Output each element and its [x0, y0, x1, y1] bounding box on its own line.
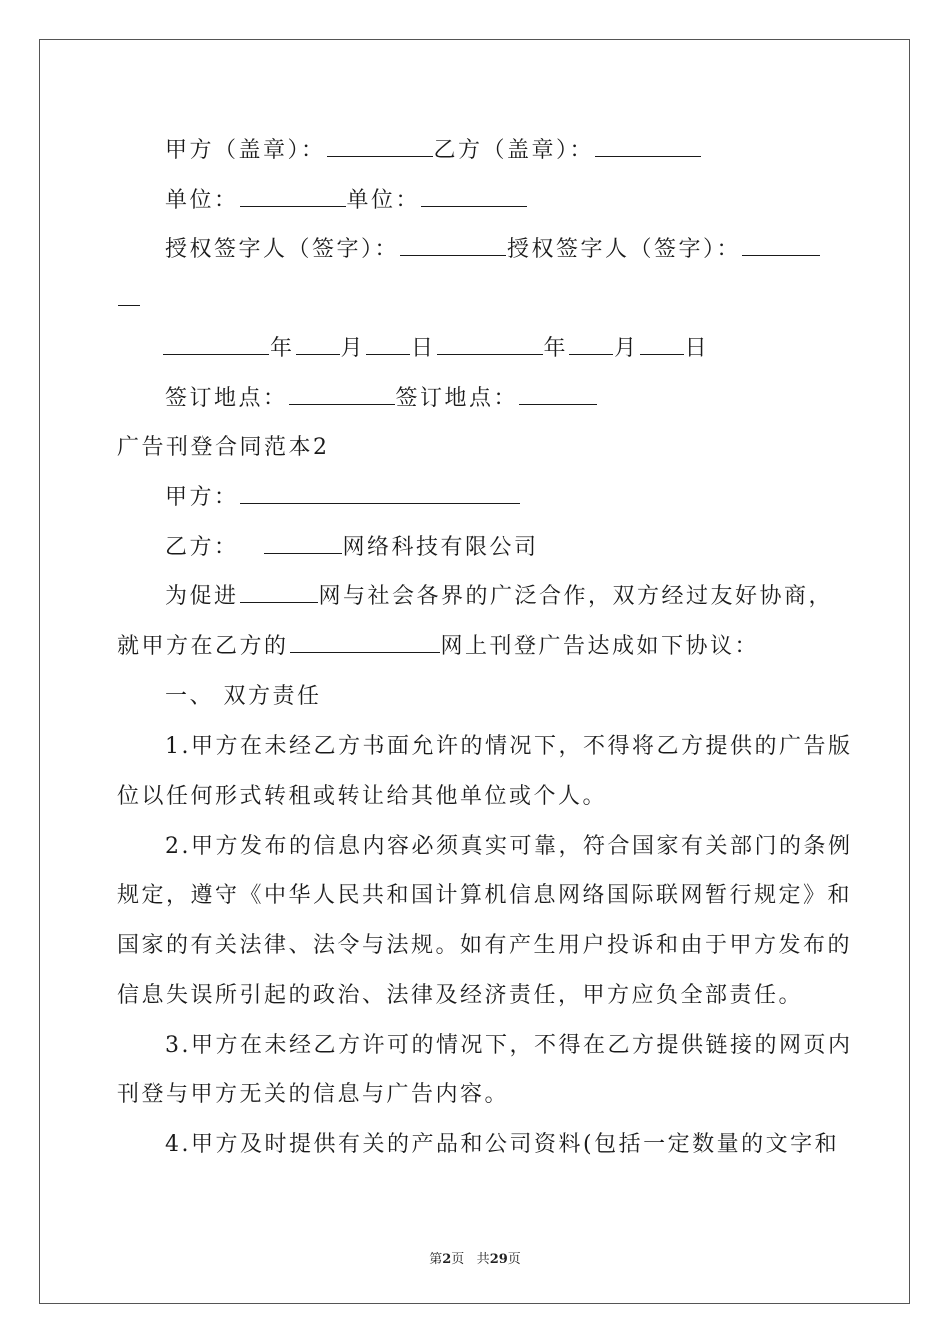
- para-4-line-1: 4.甲方及时提供有关的产品和公司资料(包括一定数量的文字和: [165, 1132, 840, 1157]
- seal-line: [165, 136, 702, 166]
- day-a-blank: [366, 334, 410, 355]
- place-b-label: 签订地点：: [395, 386, 519, 411]
- contract-title: 广告刊登合同范本2: [117, 435, 330, 460]
- para-2-line-1: 2.甲方发布的信息内容必须真实可靠，符合国家有关部门的条例: [165, 834, 853, 859]
- unit-b-label: 单位：: [346, 188, 421, 213]
- authorized-b-blank-wrap: [118, 285, 140, 306]
- day-b-label: 日: [684, 336, 710, 361]
- total-pages: 29: [489, 1252, 508, 1267]
- section-heading: 一、 双方责任: [165, 684, 322, 709]
- total-prefix: 共: [476, 1252, 490, 1267]
- party-a-seal-label: 甲方（盖章）：: [165, 138, 326, 163]
- intro-2b: 网上刊登广告达成如下协议：: [440, 634, 760, 659]
- authorized-b-label: 授权签字人（签字）：: [507, 237, 742, 262]
- month-a-label: 月: [340, 336, 366, 361]
- place-a-label: 签订地点：: [165, 386, 288, 411]
- party-b-seal-blank: [595, 136, 701, 157]
- intro-line-1: [165, 582, 833, 612]
- page-suffix: 页: [451, 1252, 465, 1267]
- intro-1a: 为促进: [165, 584, 239, 609]
- unit-line: [165, 186, 528, 216]
- party-a-line: [165, 483, 521, 513]
- party-b-line: [165, 533, 539, 563]
- page-frame: [39, 39, 910, 1304]
- party-b-blank: [264, 533, 342, 554]
- unit-a-label: 单位：: [165, 188, 239, 213]
- day-b-blank: [640, 334, 684, 355]
- year-b-blank: [437, 334, 543, 355]
- intro-2a: 就甲方在乙方的: [117, 634, 289, 659]
- party-a-label: 甲方：: [165, 485, 239, 510]
- para-3-line-2: 刊登与甲方无关的信息与广告内容。: [117, 1082, 510, 1107]
- date-line: [162, 334, 709, 364]
- day-a-label: 日: [411, 336, 436, 361]
- para-2-line-2: 规定，遵守《中华人民共和国计算机信息网络国际联网暂行规定》和: [117, 883, 853, 908]
- para-1-line-2: 位以任何形式转租或转让给其他单位或个人。: [117, 784, 608, 809]
- authorized-a-label: 授权签字人（签字）：: [165, 237, 400, 262]
- party-b-name: 网络科技有限公司: [342, 535, 539, 560]
- para-1-line-1: 1.甲方在未经乙方书面允许的情况下，不得将乙方提供的广告版: [165, 734, 853, 759]
- place-b-blank: [519, 384, 597, 405]
- year-a-blank: [163, 334, 269, 355]
- para-2-line-3: 国家的有关法律、法令与法规。如有产生用户投诉和由于甲方发布的: [117, 933, 853, 958]
- intro-1b: 网与社会各界的广泛合作，双方经过友好协商，: [318, 584, 834, 609]
- party-a-blank: [240, 483, 520, 504]
- party-b-label: 乙方：: [165, 535, 239, 560]
- para-2-line-4: 信息失误所引起的政治、法律及经济责任，甲方应负全部责任。: [117, 983, 804, 1008]
- party-b-seal-label: 乙方（盖章）：: [433, 138, 595, 163]
- total-suffix: 页: [507, 1252, 521, 1267]
- year-b-label: 年: [543, 336, 569, 361]
- intro-line-2: [117, 632, 759, 662]
- month-a-blank: [296, 334, 340, 355]
- party-a-seal-blank: [327, 136, 433, 157]
- page-number: 2: [442, 1252, 452, 1267]
- page-prefix: 第: [429, 1252, 443, 1267]
- month-b-label: 月: [614, 336, 639, 361]
- place-a-blank: [289, 384, 395, 405]
- month-b-blank: [569, 334, 613, 355]
- authorized-line: [165, 235, 821, 265]
- year-a-label: 年: [270, 336, 295, 361]
- authorized-wrap: [117, 285, 141, 315]
- authorized-b-blank: [742, 235, 820, 256]
- intro-website-blank: [240, 582, 318, 603]
- place-line: [165, 384, 598, 414]
- page-footer: [0, 1248, 950, 1267]
- authorized-a-blank: [400, 235, 506, 256]
- intro-site-blank: [290, 632, 440, 653]
- unit-a-blank: [240, 186, 346, 207]
- para-3-line-1: 3.甲方在未经乙方许可的情况下，不得在乙方提供链接的网页内: [165, 1033, 853, 1058]
- unit-b-blank: [421, 186, 527, 207]
